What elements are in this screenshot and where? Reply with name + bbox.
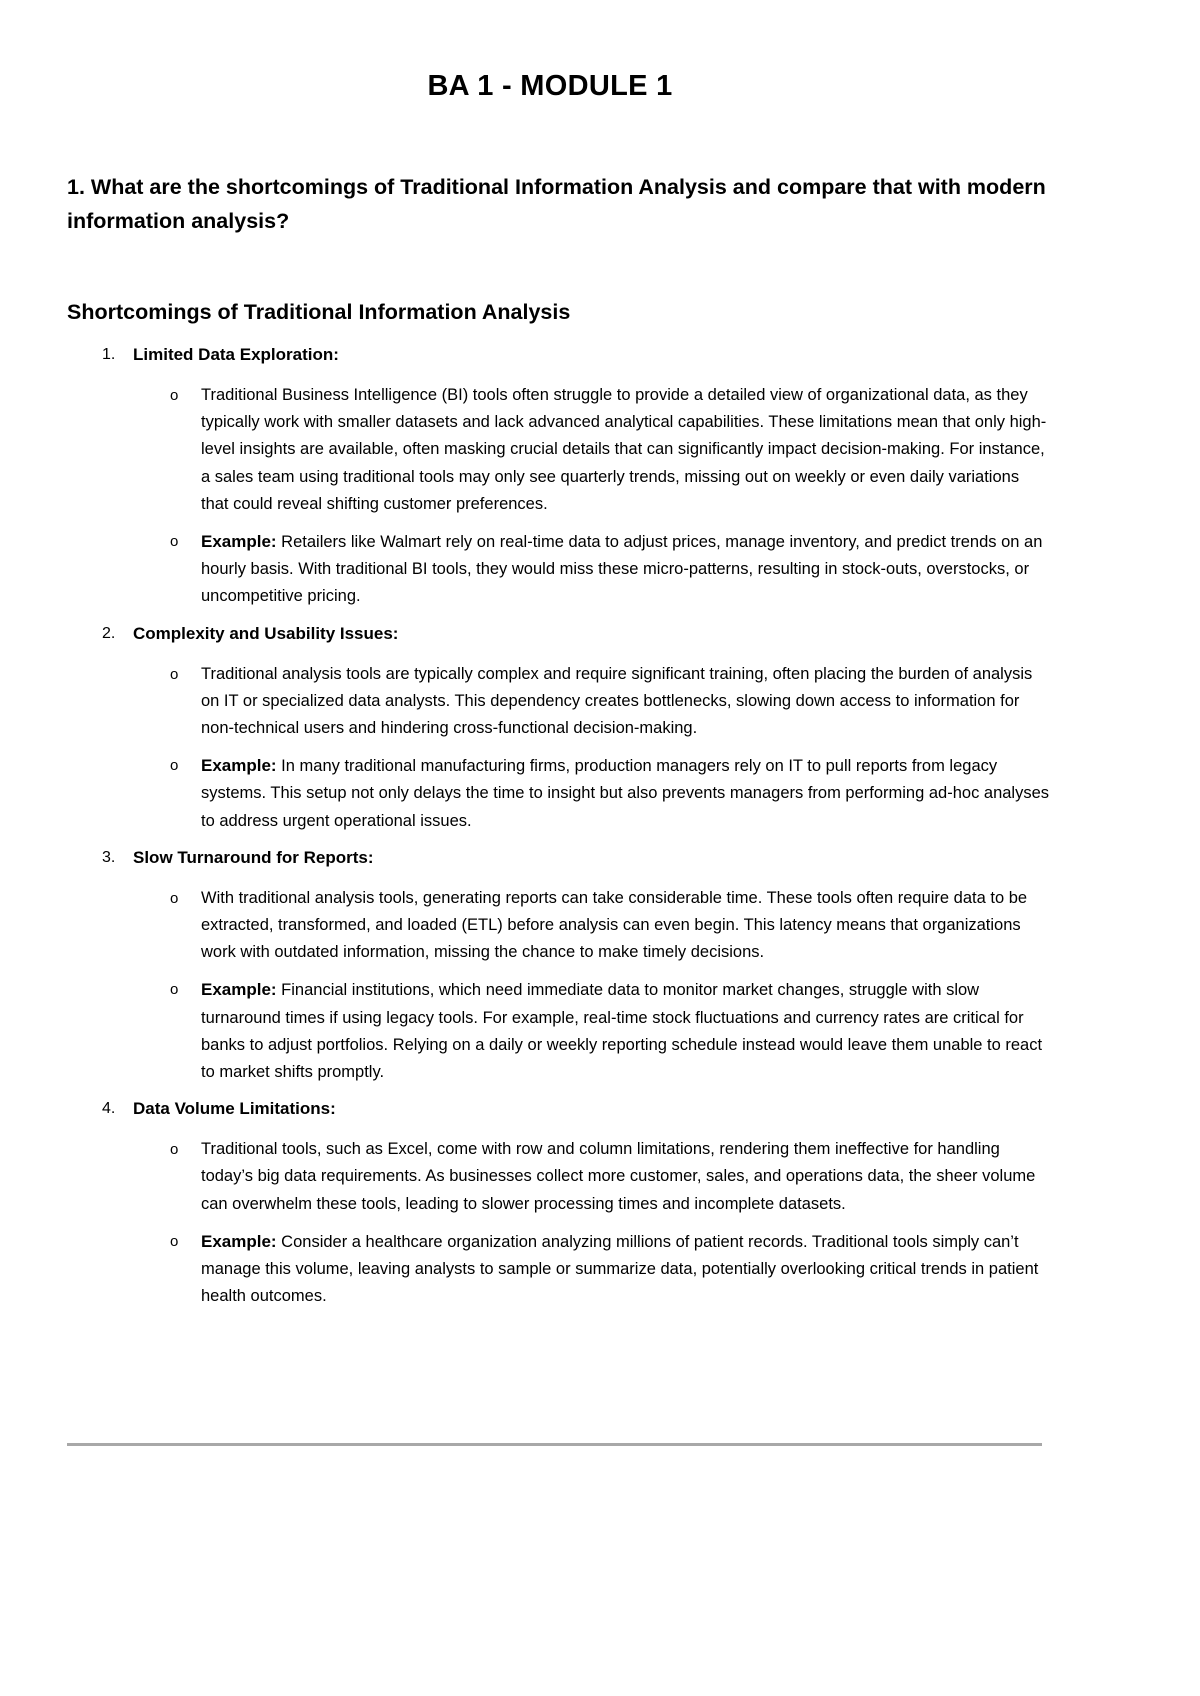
page-bottom-rule <box>67 1443 1042 1446</box>
description-text: Traditional Business Intelligence (BI) tools often struggle to provide a detailed view of organizational data, as they typically work with smaller datasets and lack advanced analytical capabilities. These limitations mean that only high-level insights are available, often masking crucial details that can significantly impact decision-making. For instance, a sales team using traditional tools may only see quarterly trends, missing out on weekly or even daily variations that could reveal shifting customer preferences. <box>201 386 1047 513</box>
question-heading: 1. What are the shortcomings of Traditional Information Analysis and compare that with modern information analysis? <box>67 175 1046 233</box>
example-paragraph <box>201 976 1051 1086</box>
example-paragraph <box>201 752 1051 835</box>
example-bullet <box>0 528 1100 611</box>
bullet-marker-icon: o <box>170 533 179 551</box>
description-bullet <box>0 1136 1100 1218</box>
list-item-title: Complexity and Usability Issues: <box>133 623 399 643</box>
list-item-header <box>0 1092 1100 1126</box>
example-bullet <box>0 976 1100 1086</box>
list-item-number: 2. <box>102 624 116 642</box>
list-item-data-volume <box>0 1092 1100 1310</box>
example-label: Example: <box>201 532 277 552</box>
example-text: Financial institutions, which need immediate data to monitor market changes, struggle with slow turnaround times if using legacy tools. For example, real-time stock fluctuations and currency rates are critical for banks to adjust portfolios. Relying on a daily or weekly reporting schedule instead would leave them unable to react to market shifts promptly. <box>201 981 1043 1082</box>
list-item-header <box>0 841 1100 875</box>
example-label: Example: <box>201 756 277 776</box>
description-bullet <box>0 885 1100 967</box>
list-item-title: Limited Data Exploration: <box>133 345 339 364</box>
list-item-limited-data-exploration <box>0 338 1100 611</box>
list-item-complexity-usability <box>0 617 1100 835</box>
example-label: Example: <box>201 1231 277 1251</box>
description-text: Traditional analysis tools are typically complex and require significant training, often placing the burden of analysis on IT or specialized data analysts. This dependency creates bottlenecks, slowing down access to information for non-technical users and hindering cross-functional decision-making. <box>201 664 1033 738</box>
list-item-slow-turnaround <box>0 841 1100 1086</box>
example-text: In many traditional manufacturing firms, production managers rely on IT to pull reports from legacy systems. This setup not only delays the time to insight but also prevents managers from performing ad-hoc analyses to address urgent operational issues. <box>201 757 1050 830</box>
description-text: Traditional tools, such as Excel, come with row and column limitations, rendering them ineffective for handling today’s big data requirements. As businesses collect more customer, sales, and operations data, the sheer volume can overwhelm these tools, leading to slower processing times and incomplete datasets. <box>201 1140 1036 1213</box>
bullet-marker-icon: o <box>170 889 179 907</box>
description-bullet <box>0 382 1100 518</box>
bullet-marker-icon: o <box>170 981 179 999</box>
example-paragraph <box>201 1228 1051 1311</box>
bullet-marker-icon: o <box>170 757 179 775</box>
bullet-marker-icon: o <box>170 387 179 404</box>
example-text: Consider a healthcare organization analyzing millions of patient records. Traditional tools simply can’t manage this volume, leaving analysts to sample or summarize data, potentially overlooking critical trends in patient health outcomes. <box>201 1232 1039 1306</box>
list-item-header <box>0 338 1100 372</box>
bullet-marker-icon: o <box>170 665 179 683</box>
example-bullet <box>0 1228 1100 1311</box>
list-item-header <box>0 617 1100 651</box>
example-bullet <box>0 752 1100 835</box>
bullet-marker-icon: o <box>170 1141 179 1159</box>
description-bullet <box>0 661 1100 743</box>
list-item-title: Slow Turnaround for Reports: <box>133 847 374 867</box>
list-item-number: 3. <box>102 848 116 866</box>
list-item-number: 4. <box>102 1100 116 1118</box>
example-label: Example: <box>201 980 277 1000</box>
example-text: Retailers like Walmart rely on real-time data to adjust prices, manage inventory, and predict trends on an hourly basis. With traditional BI tools, they would miss these micro-patterns, resulting in stock-outs, overstocks, or uncompetitive pricing. <box>201 533 1043 606</box>
document-title: BA 1 - MODULE 1 <box>427 70 673 102</box>
bullet-marker-icon: o <box>170 1232 179 1250</box>
section-heading: Shortcomings of Traditional Information Analysis <box>67 300 571 324</box>
list-item-title: Data Volume Limitations: <box>133 1099 336 1119</box>
example-paragraph <box>201 528 1051 611</box>
list-item-number: 1. <box>102 346 116 363</box>
shortcomings-list <box>0 338 1100 1316</box>
description-text: With traditional analysis tools, generating reports can take considerable time. These tools often require data to be extracted, transformed, and loaded (ETL) before analysis can even begin. This latency means that organizations work with outdated information, missing the chance to make timely decisions. <box>201 888 1028 962</box>
